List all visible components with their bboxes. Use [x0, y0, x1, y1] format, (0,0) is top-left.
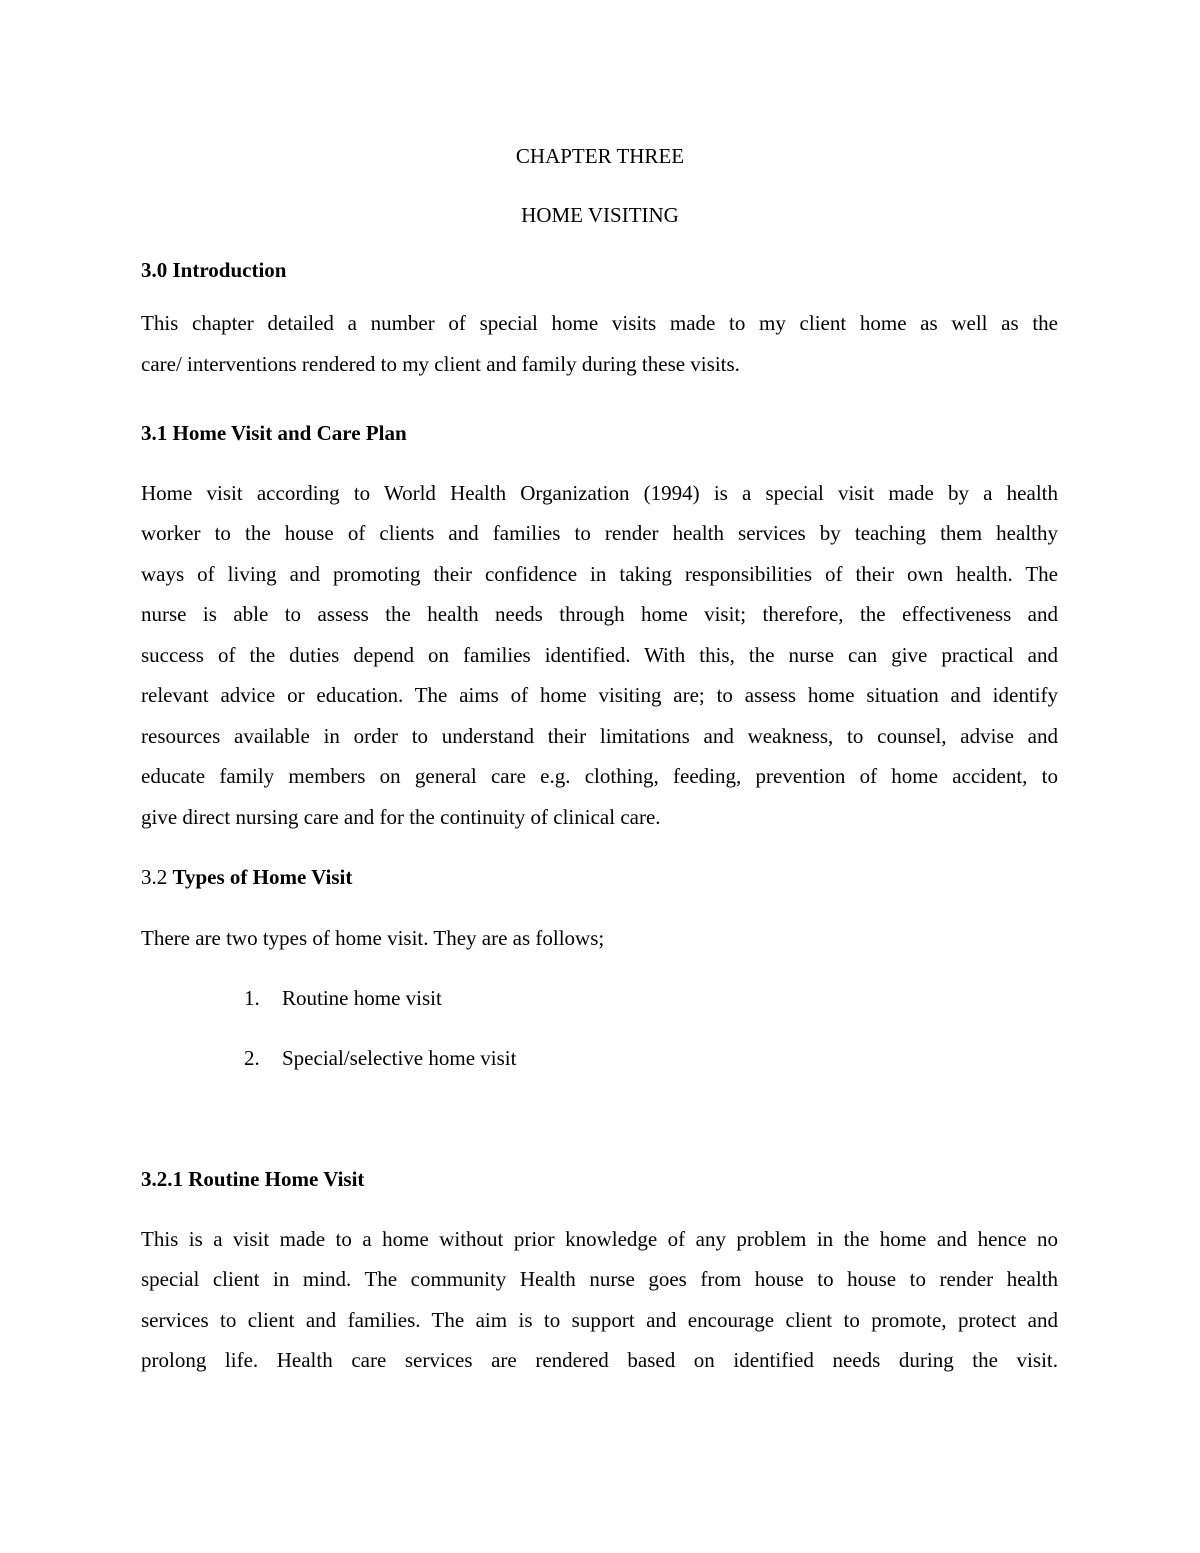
section-heading-types [141, 865, 352, 889]
chapter-title: HOME VISITING [521, 203, 679, 227]
home-visit-line: relevant advice or education. The aims of home visiting are; to assess home situation and identify [141, 683, 1058, 707]
home-visit-line: ways of living and promoting their confidence in taking responsibilities of their own health. The [141, 562, 1058, 586]
section-heading-home-visit: 3.1 Home Visit and Care Plan [141, 421, 407, 445]
home-visit-line: success of the duties depend on families identified. With this, the nurse can give practical and [141, 643, 1058, 667]
section-number: 3.2 [141, 865, 168, 889]
section-heading-routine: 3.2.1 Routine Home Visit [141, 1167, 365, 1191]
routine-line: special client in mind. The community Health nurse goes from house to house to render health [141, 1267, 1058, 1291]
intro-line: This chapter detailed a number of special home visits made to my client home as well as the [141, 311, 1058, 335]
routine-line: prolong life. Health care services are rendered based on identified needs during the visit. [141, 1348, 1058, 1372]
routine-line: This is a visit made to a home without prior knowledge of any problem in the home and hence no [141, 1227, 1058, 1251]
list-item-number: 1. [244, 986, 260, 1010]
home-visit-line: Home visit according to World Health Organization (1994) is a special visit made by a health [141, 481, 1058, 505]
types-intro-line: There are two types of home visit. They are as follows; [141, 926, 605, 950]
section-heading-introduction: 3.0 Introduction [141, 258, 287, 282]
section-title: Types of Home Visit [172, 865, 353, 889]
list-item: Routine home visit [282, 986, 442, 1010]
list-item: Special/selective home visit [282, 1046, 517, 1070]
routine-line: services to client and families. The aim is to support and encourage client to promote, protect and [141, 1308, 1058, 1332]
home-visit-line: educate family members on general care e.g. clothing, feeding, prevention of home accident, to [141, 764, 1058, 788]
home-visit-line: worker to the house of clients and families to render health services by teaching them healthy [141, 521, 1058, 545]
home-visit-line: nurse is able to assess the health needs through home visit; therefore, the effectiveness and [141, 602, 1058, 626]
intro-line: care/ interventions rendered to my client and family during these visits. [141, 352, 740, 376]
home-visit-line: give direct nursing care and for the continuity of clinical care. [141, 805, 661, 829]
chapter-label: CHAPTER THREE [515, 144, 685, 168]
list-item-number: 2. [244, 1046, 260, 1070]
home-visit-line: resources available in order to understand their limitations and weakness, to counsel, advise and [141, 724, 1058, 748]
